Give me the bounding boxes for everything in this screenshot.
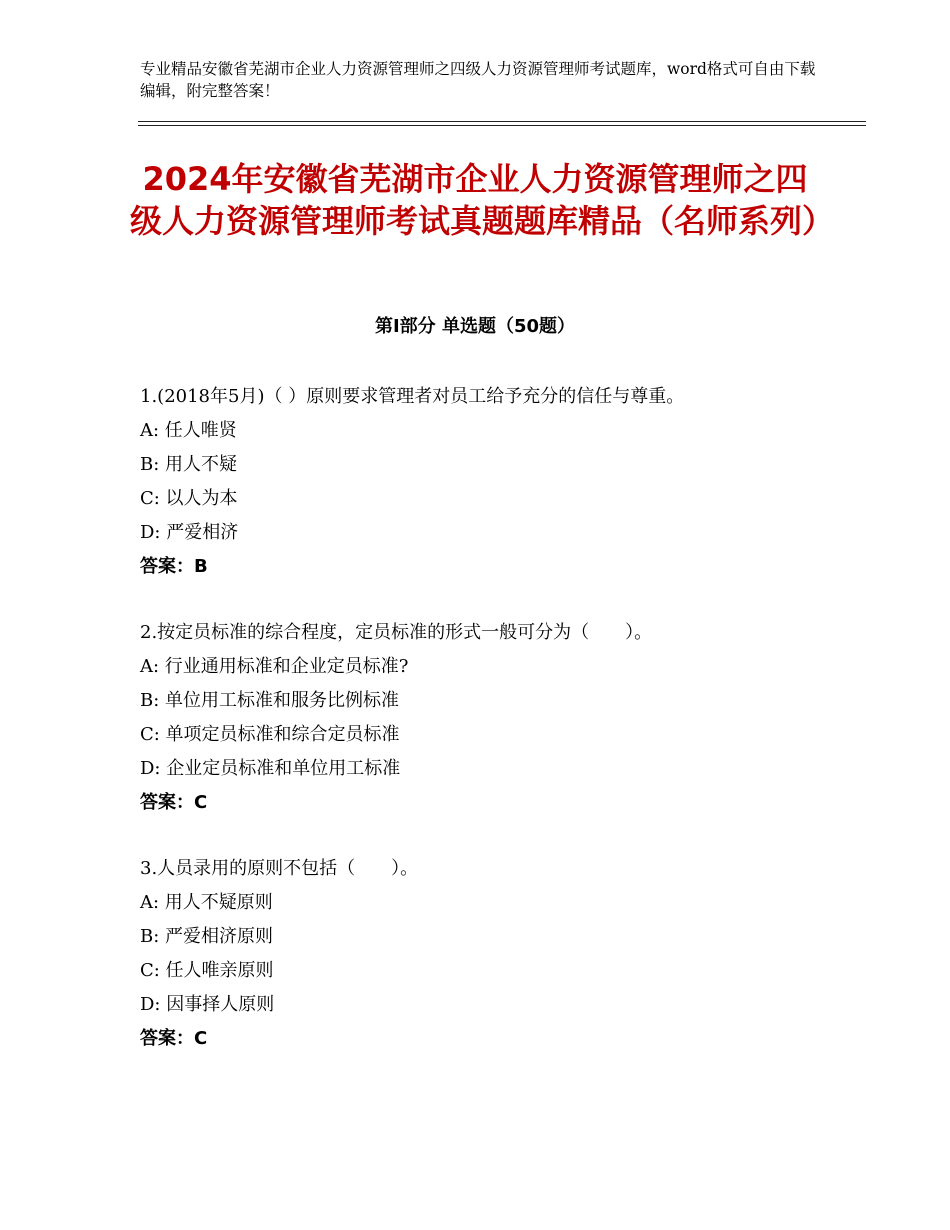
option-c: C: 单项定员标准和综合定员标准 bbox=[140, 724, 400, 745]
option-c: C: 以人为本 bbox=[140, 488, 238, 509]
answer-key: 答案：C bbox=[140, 792, 208, 813]
section-title: 第Ⅰ部分 单选题（50题） bbox=[374, 316, 575, 337]
answer-key: 答案：C bbox=[140, 1028, 208, 1049]
option-d: D: 企业定员标准和单位用工标准 bbox=[140, 758, 401, 779]
question-item bbox=[140, 616, 840, 820]
header-note: 专业精品安徽省芜湖市企业人力资源管理师之四级人力资源管理师考试题库，word格式可自由下载编辑，附完整答案！ bbox=[140, 60, 816, 100]
question-stem: 2.按定员标准的综合程度，定员标准的形式一般可分为（ ）。 bbox=[140, 622, 653, 643]
document-title: 2024年安徽省芜湖市企业人力资源管理师之四级人力资源管理师考试真题题库精品（名师系列） bbox=[130, 160, 835, 240]
header-divider-thin bbox=[138, 125, 866, 126]
question-stem: 1.(2018年5月)（ ）原则要求管理者对员工给予充分的信任与尊重。 bbox=[140, 386, 685, 407]
option-b: B: 严爱相济原则 bbox=[140, 926, 274, 947]
answer-key: 答案：B bbox=[140, 556, 208, 577]
option-b: B: 单位用工标准和服务比例标准 bbox=[140, 690, 400, 711]
option-a: A: 任人唯贤 bbox=[140, 420, 237, 441]
question-item bbox=[140, 380, 840, 584]
option-b: B: 用人不疑 bbox=[140, 454, 238, 475]
question-item bbox=[140, 852, 840, 1056]
question-stem: 3.人员录用的原则不包括（ ）。 bbox=[140, 858, 419, 879]
option-d: D: 严爱相济 bbox=[140, 522, 239, 543]
option-a: A: 用人不疑原则 bbox=[140, 892, 273, 913]
option-d: D: 因事择人原则 bbox=[140, 994, 275, 1015]
option-a: A: 行业通用标准和企业定员标准? bbox=[140, 656, 409, 677]
option-c: C: 任人唯亲原则 bbox=[140, 960, 274, 981]
header-divider bbox=[138, 121, 866, 122]
question-list bbox=[140, 380, 840, 1088]
